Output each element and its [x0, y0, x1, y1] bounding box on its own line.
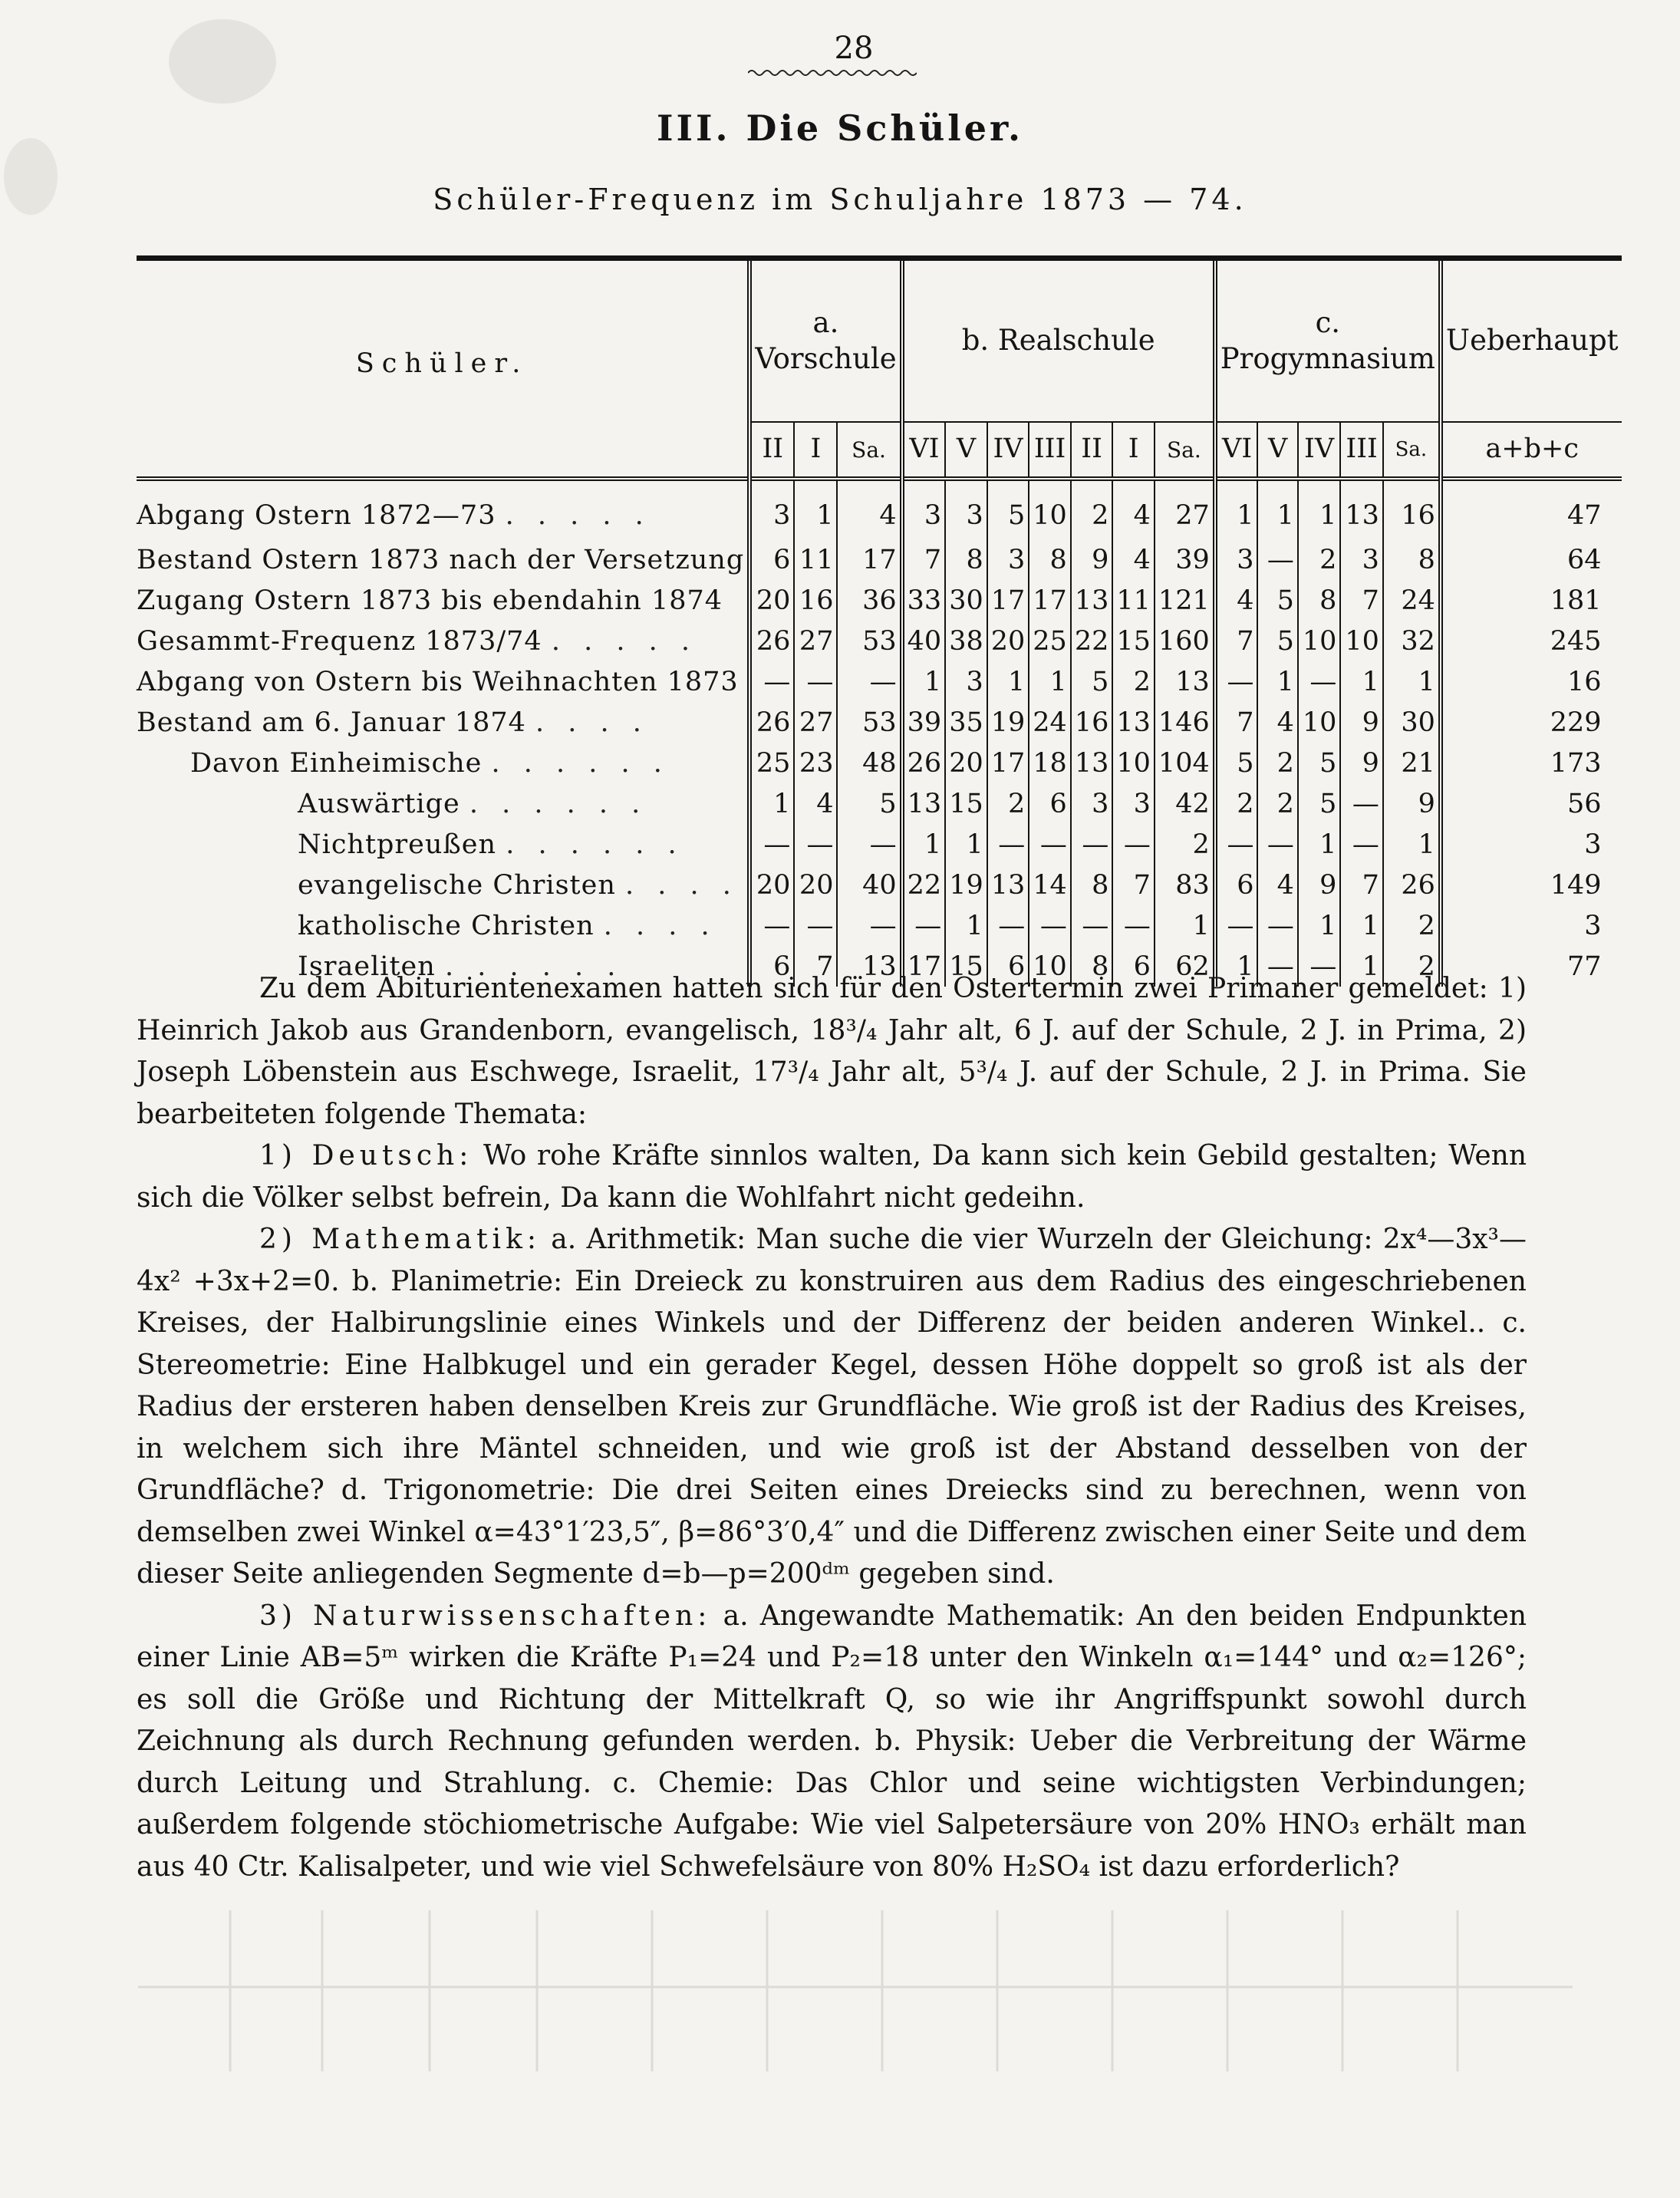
realschule-cell: 20	[945, 743, 987, 783]
realschule-cell: —	[902, 905, 946, 946]
row-leader-dots: . . . . .	[505, 500, 651, 531]
progymnasium-cell: 1	[1298, 905, 1341, 946]
row-label	[137, 580, 749, 621]
progymnasium-cell: —	[1340, 783, 1383, 824]
realschule-cell: 20	[987, 621, 1029, 661]
col-real-sa: Sa.	[1155, 422, 1215, 479]
realschule-cell: 1	[945, 905, 987, 946]
progymnasium-cell: 21	[1383, 743, 1441, 783]
row-leader-dots: . . . . . .	[469, 788, 648, 819]
deutsch-text: Wo rohe Kräfte sinnlos walten, Da kann sich kein Gebild gestalten; Wenn sich die Völker selbst befrein, Da kann die Wohlfahrt nicht gedeihn.	[137, 1140, 1527, 1214]
table-row	[137, 479, 1622, 539]
col-vor-I: I	[794, 422, 837, 479]
progymnasium-cell: 9	[1383, 783, 1441, 824]
progymnasium-cell: 8	[1383, 539, 1441, 580]
row-label-text: Israeliten	[298, 951, 436, 982]
progymnasium-cell: 5	[1257, 580, 1297, 621]
progymnasium-cell: —	[1257, 539, 1297, 580]
realschule-cell: 6	[1112, 946, 1155, 987]
realschule-cell: 8	[1071, 865, 1113, 905]
realschule-cell: 146	[1155, 702, 1215, 743]
vorschule-cell: 1	[749, 783, 794, 824]
row-label	[137, 743, 749, 783]
row-label-text: katholische Christen	[298, 910, 595, 941]
subject-naturwissenschaften: 3) Naturwissenschaften:	[259, 1600, 712, 1632]
row-leader-dots: . . . . .	[551, 625, 697, 657]
progymnasium-cell: 1	[1383, 661, 1441, 702]
progymnasium-cell: 4	[1215, 580, 1258, 621]
vorschule-cell: 26	[749, 702, 794, 743]
realschule-cell: —	[1071, 824, 1113, 865]
mathematik-text: a. Arithmetik: Man suche die vier Wurzeln der Gleichung: 2x⁴—3x³—4x² +3x+2=0. b. Planimetrie: Ein Dreieck zu konstruiren aus dem Radius des eingeschriebenen Kreises, der Halbirungslinie eines Winkels und der Differenz der beiden anderen Winkel.. c. Stereometrie: Eine Halbkugel und ein gerader Kegel, dessen Höhe doppelt so groß ist als der Radius der ersteren haben denselben Kreis zur Grundfläche. Wie groß ist der Radius des Kreises, in welchem sich ihre Mäntel schneiden, und wie groß ist der Abstand desselben von der Grundfläche? d. Trigonometrie: Die drei Seiten eines Dreiecks sind zu berechnen, wenn von demselben zwei Winkel α=43°1′23,5″, β=86°3′0,4″ und die Differenz zwischen einer Seite und dem dieser Seite anliegenden Segmente d=b—p=200ᵈᵐ gegeben sind.	[137, 1224, 1527, 1590]
progymnasium-cell: 2	[1383, 905, 1441, 946]
vorschule-cell: 53	[837, 621, 901, 661]
realschule-cell: 13	[1071, 743, 1113, 783]
realschule-cell: 2	[987, 783, 1029, 824]
vorschule-cell: —	[749, 905, 794, 946]
col-pro-VI: VI	[1215, 422, 1258, 479]
realschule-cell: 1	[902, 661, 946, 702]
table-row	[137, 783, 1622, 824]
progymnasium-cell: 8	[1298, 580, 1341, 621]
vorschule-cell: 1	[794, 479, 837, 539]
realschule-cell: —	[1029, 824, 1071, 865]
table-row	[137, 824, 1622, 865]
row-label	[137, 865, 749, 905]
col-vor-II: II	[749, 422, 794, 479]
vorschule-cell: —	[749, 824, 794, 865]
realschule-cell: —	[987, 824, 1029, 865]
realschule-cell: 5	[987, 479, 1029, 539]
realschule-cell: 2	[1112, 661, 1155, 702]
total-cell: 77	[1441, 946, 1622, 987]
realschule-cell: 13	[1071, 580, 1113, 621]
vorschule-cell: 25	[749, 743, 794, 783]
row-label-text: Bestand am 6. Januar 1874	[137, 707, 526, 738]
realschule-cell: 6	[1029, 783, 1071, 824]
vorschule-cell: —	[794, 905, 837, 946]
vorschule-cell: 40	[837, 865, 901, 905]
vorschule-cell: 23	[794, 743, 837, 783]
progymnasium-cell: 9	[1340, 743, 1383, 783]
total-cell: 3	[1441, 824, 1622, 865]
progymnasium-cell: 3	[1340, 539, 1383, 580]
vorschule-cell: 6	[749, 946, 794, 987]
col-real-III: III	[1029, 422, 1071, 479]
row-label-text: evangelische Christen	[298, 869, 616, 901]
row-label	[137, 621, 749, 661]
col-real-VI: VI	[902, 422, 946, 479]
col-pro-IV: IV	[1298, 422, 1341, 479]
realschule-cell: 22	[1071, 621, 1113, 661]
realschule-cell: 17	[902, 946, 946, 987]
table-title: Schüler-Frequenz im Schuljahre 1873 — 74.	[433, 183, 1247, 216]
progymnasium-cell: 4	[1257, 702, 1297, 743]
table-row	[137, 702, 1622, 743]
realschule-cell: 25	[1029, 621, 1071, 661]
row-leader-dots: . . . .	[535, 707, 649, 738]
paragraph-mathematik	[137, 1219, 1527, 1596]
total-cell: 149	[1441, 865, 1622, 905]
realschule-cell: 11	[1112, 580, 1155, 621]
progymnasium-cell: 7	[1215, 702, 1258, 743]
realschule-cell: 39	[1155, 539, 1215, 580]
col-total: a+b+c	[1441, 422, 1622, 479]
realschule-cell: 22	[902, 865, 946, 905]
realschule-cell: 8	[1071, 946, 1113, 987]
progymnasium-cell: 10	[1298, 702, 1341, 743]
realschule-cell: 33	[902, 580, 946, 621]
vorschule-cell: —	[749, 661, 794, 702]
progymnasium-cell: —	[1257, 905, 1297, 946]
naturwissenschaften-text: a. Angewandte Mathematik: An den beiden Endpunkten einer Linie AB=5ᵐ wirken die Kräfte P₁=24 und P₂=18 unter den Winkeln α₁=144° und α₂=126°; es soll die Größe und Richtung der Mittelkraft Q, so wie ihr Angriffspunkt sowohl durch Zeichnung als durch Rechnung gefunden werden. b. Physik: Ueber die Verbreitung der Wärme durch Leitung und Strahlung. c. Chemie: Das Chlor und seine wichtigsten Verbindungen; außerdem folgende stöchiometrische Aufgabe: Wie viel Salpetersäure von 20% HNO₃ erhält man aus 40 Ctr. Kalisalpeter, und wie viel Schwefelsäure von 80% H₂SO₄ ist dazu erforderlich?	[137, 1600, 1527, 1883]
vorschule-cell: —	[837, 905, 901, 946]
total-cell: 229	[1441, 702, 1622, 743]
progymnasium-cell: 5	[1257, 621, 1297, 661]
group-vorschule: a. Vorschule	[749, 259, 901, 423]
realschule-cell: 3	[1071, 783, 1113, 824]
progymnasium-cell: —	[1257, 946, 1297, 987]
progymnasium-cell: 6	[1215, 865, 1258, 905]
progymnasium-cell: 1	[1383, 824, 1441, 865]
paragraph-naturwissenschaften	[137, 1596, 1527, 1889]
row-label	[137, 661, 749, 702]
vorschule-cell: 20	[794, 865, 837, 905]
realschule-cell: 10	[1029, 946, 1071, 987]
vorschule-cell: 5	[837, 783, 901, 824]
vorschule-cell: 4	[837, 479, 901, 539]
vorschule-cell: 36	[837, 580, 901, 621]
realschule-cell: 2	[1155, 824, 1215, 865]
header-row-label: Schüler.	[355, 348, 529, 380]
progymnasium-cell: 2	[1383, 946, 1441, 987]
total-cell: 47	[1441, 479, 1622, 539]
realschule-cell: —	[1071, 905, 1113, 946]
progymnasium-cell: 1	[1298, 824, 1341, 865]
realschule-cell: 19	[987, 702, 1029, 743]
realschule-cell: 2	[1071, 479, 1113, 539]
vorschule-cell: —	[837, 824, 901, 865]
paragraph-deutsch	[137, 1135, 1527, 1219]
progymnasium-cell: 1	[1340, 905, 1383, 946]
progymnasium-cell: —	[1298, 946, 1341, 987]
realschule-cell: 17	[987, 580, 1029, 621]
row-label-text: Abgang von Ostern bis Weihnachten 1873	[137, 666, 739, 697]
progymnasium-cell: 1	[1215, 479, 1258, 539]
progymnasium-cell: 2	[1257, 783, 1297, 824]
col-pro-sa: Sa.	[1383, 422, 1441, 479]
realschule-cell: 7	[1112, 865, 1155, 905]
row-label	[137, 783, 749, 824]
progymnasium-cell: 2	[1215, 783, 1258, 824]
realschule-cell: —	[1029, 905, 1071, 946]
col-vor-sa: Sa.	[837, 422, 901, 479]
row-label-text: Bestand Ostern 1873 nach der Versetzung	[137, 544, 745, 575]
vorschule-cell: —	[794, 661, 837, 702]
progymnasium-cell: 2	[1257, 743, 1297, 783]
progymnasium-cell: 5	[1298, 783, 1341, 824]
realschule-cell: 15	[945, 783, 987, 824]
vorschule-cell: 53	[837, 702, 901, 743]
realschule-cell: 1	[987, 661, 1029, 702]
subject-mathematik: 2) Mathematik:	[259, 1224, 542, 1255]
col-real-IV: IV	[987, 422, 1029, 479]
progymnasium-cell: 10	[1340, 621, 1383, 661]
realschule-cell: 3	[945, 479, 987, 539]
row-label-text: Auswärtige	[298, 788, 460, 819]
progymnasium-cell: 9	[1340, 702, 1383, 743]
progymnasium-cell: 24	[1383, 580, 1441, 621]
table-row	[137, 621, 1622, 661]
progymnasium-cell: 5	[1298, 743, 1341, 783]
col-real-V: V	[945, 422, 987, 479]
progymnasium-cell: 7	[1340, 580, 1383, 621]
realschule-cell: —	[987, 905, 1029, 946]
paragraph-abitur: Zu dem Abiturientenexamen hatten sich für den Ostertermin zwei Primaner gemeldet: 1) Heinrich Jakob aus Grandenborn, evangelisch, 18³/₄ Jahr alt, 6 J. auf der Schule, 2 J. in Prima, 2) Joseph Löbenstein aus Eschwege, Israelit, 17³/₄ Jahr alt, 5³/₄ J. auf der Schule, 2 J. in Prima. Sie bearbeiteten folgende Themata:	[137, 973, 1527, 1130]
ornament-rule	[748, 68, 917, 78]
progymnasium-cell: —	[1298, 661, 1341, 702]
realschule-cell: 18	[1029, 743, 1071, 783]
realschule-cell: —	[1112, 824, 1155, 865]
realschule-cell: 13	[987, 865, 1029, 905]
realschule-cell: 5	[1071, 661, 1113, 702]
realschule-cell: 3	[945, 661, 987, 702]
progymnasium-cell: 2	[1298, 539, 1341, 580]
progymnasium-cell: —	[1340, 824, 1383, 865]
subject-deutsch: 1) Deutsch:	[259, 1140, 473, 1171]
realschule-cell: —	[1112, 905, 1155, 946]
group-ueberhaupt: Ueberhaupt	[1441, 259, 1622, 423]
progymnasium-cell: 32	[1383, 621, 1441, 661]
row-label	[137, 824, 749, 865]
progymnasium-cell: 1	[1215, 946, 1258, 987]
vorschule-cell: 6	[749, 539, 794, 580]
exam-text	[137, 968, 1527, 1888]
realschule-cell: 9	[1071, 539, 1113, 580]
total-cell: 173	[1441, 743, 1622, 783]
vorschule-cell: 20	[749, 865, 794, 905]
vorschule-cell: —	[794, 824, 837, 865]
realschule-cell: 7	[902, 539, 946, 580]
row-label-text: Abgang Ostern 1872—73	[137, 500, 496, 531]
row-label	[137, 539, 749, 580]
progymnasium-cell: —	[1257, 824, 1297, 865]
group-realschule: b. Realschule	[902, 259, 1215, 423]
realschule-cell: 8	[1029, 539, 1071, 580]
row-label	[137, 702, 749, 743]
table-row	[137, 743, 1622, 783]
vorschule-cell: 3	[749, 479, 794, 539]
realschule-cell: 121	[1155, 580, 1215, 621]
page-number: 28	[834, 31, 874, 66]
vorschule-cell: 11	[794, 539, 837, 580]
realschule-cell: 83	[1155, 865, 1215, 905]
realschule-cell: 15	[1112, 621, 1155, 661]
table-row	[137, 905, 1622, 946]
realschule-cell: 13	[1155, 661, 1215, 702]
realschule-cell: 1	[1029, 661, 1071, 702]
row-label-text: Nichtpreußen	[298, 829, 497, 860]
frequency-table	[137, 255, 1622, 987]
section-title: III. Die Schüler.	[656, 107, 1024, 149]
realschule-cell: 4	[1112, 539, 1155, 580]
realschule-cell: 17	[1029, 580, 1071, 621]
progymnasium-cell: 7	[1340, 865, 1383, 905]
realschule-cell: 3	[902, 479, 946, 539]
total-cell: 181	[1441, 580, 1622, 621]
realschule-cell: 16	[1071, 702, 1113, 743]
progymnasium-cell: 1	[1340, 946, 1383, 987]
vorschule-cell: 27	[794, 702, 837, 743]
total-cell: 64	[1441, 539, 1622, 580]
progymnasium-cell: 7	[1215, 621, 1258, 661]
realschule-cell: 3	[987, 539, 1029, 580]
realschule-cell: 15	[945, 946, 987, 987]
progymnasium-cell: —	[1215, 661, 1258, 702]
progymnasium-cell: 1	[1257, 479, 1297, 539]
realschule-cell: 1	[902, 824, 946, 865]
realschule-cell: 17	[987, 743, 1029, 783]
row-leader-dots: . . . . . .	[444, 951, 624, 982]
row-leader-dots: . . . . . .	[506, 829, 684, 860]
realschule-cell: 39	[902, 702, 946, 743]
row-label	[137, 479, 749, 539]
realschule-cell: 27	[1155, 479, 1215, 539]
progymnasium-cell: 1	[1298, 479, 1341, 539]
vorschule-cell: 26	[749, 621, 794, 661]
realschule-cell: 30	[945, 580, 987, 621]
realschule-cell: 26	[902, 743, 946, 783]
vorschule-cell: 17	[837, 539, 901, 580]
row-label-text: Davon Einheimische	[190, 747, 483, 779]
vorschule-cell: 13	[837, 946, 901, 987]
vorschule-cell: 20	[749, 580, 794, 621]
col-real-II: II	[1071, 422, 1113, 479]
total-cell: 245	[1441, 621, 1622, 661]
realschule-cell: 1	[1155, 905, 1215, 946]
realschule-cell: 160	[1155, 621, 1215, 661]
progymnasium-cell: 1	[1340, 661, 1383, 702]
progymnasium-cell: 5	[1215, 743, 1258, 783]
table-row	[137, 865, 1622, 905]
row-leader-dots: . . . . . .	[491, 747, 670, 779]
group-progymnasium: c. Progymnasium	[1215, 259, 1441, 423]
row-label	[137, 905, 749, 946]
progymnasium-cell: 9	[1298, 865, 1341, 905]
row-label-text: Gesammt-Frequenz 1873/74	[137, 625, 542, 657]
realschule-cell: 10	[1029, 479, 1071, 539]
table-row	[137, 539, 1622, 580]
total-cell: 3	[1441, 905, 1622, 946]
realschule-cell: 14	[1029, 865, 1071, 905]
progymnasium-cell: 4	[1257, 865, 1297, 905]
row-leader-dots: . . . .	[603, 910, 717, 941]
table-row	[137, 661, 1622, 702]
progymnasium-cell: 16	[1383, 479, 1441, 539]
vorschule-cell: 48	[837, 743, 901, 783]
progymnasium-cell: 1	[1257, 661, 1297, 702]
vorschule-cell: 4	[794, 783, 837, 824]
realschule-cell: 104	[1155, 743, 1215, 783]
header-spacer	[137, 422, 749, 479]
col-pro-III: III	[1340, 422, 1383, 479]
col-real-I: I	[1112, 422, 1155, 479]
realschule-cell: 38	[945, 621, 987, 661]
row-leader-dots: . . . .	[625, 869, 739, 901]
realschule-cell: 6	[987, 946, 1029, 987]
realschule-cell: 13	[902, 783, 946, 824]
realschule-cell: 3	[1112, 783, 1155, 824]
realschule-cell: 1	[945, 824, 987, 865]
progymnasium-cell: 3	[1215, 539, 1258, 580]
vorschule-cell: 7	[794, 946, 837, 987]
progymnasium-cell: —	[1215, 824, 1258, 865]
realschule-cell: 40	[902, 621, 946, 661]
realschule-cell: 35	[945, 702, 987, 743]
realschule-cell: 62	[1155, 946, 1215, 987]
table-row	[137, 580, 1622, 621]
progymnasium-cell: 13	[1340, 479, 1383, 539]
realschule-cell: 42	[1155, 783, 1215, 824]
progymnasium-cell: —	[1215, 905, 1258, 946]
realschule-cell: 13	[1112, 702, 1155, 743]
progymnasium-cell: 26	[1383, 865, 1441, 905]
realschule-cell: 10	[1112, 743, 1155, 783]
realschule-cell: 4	[1112, 479, 1155, 539]
realschule-cell: 24	[1029, 702, 1071, 743]
total-cell: 16	[1441, 661, 1622, 702]
vorschule-cell: 16	[794, 580, 837, 621]
table-body	[137, 479, 1622, 987]
col-pro-V: V	[1257, 422, 1297, 479]
progymnasium-cell: 30	[1383, 702, 1441, 743]
vorschule-cell: —	[837, 661, 901, 702]
realschule-cell: 8	[945, 539, 987, 580]
row-label-text: Zugang Ostern 1873 bis ebendahin 1874	[137, 585, 723, 616]
total-cell: 56	[1441, 783, 1622, 824]
progymnasium-cell: 10	[1298, 621, 1341, 661]
vorschule-cell: 27	[794, 621, 837, 661]
realschule-cell: 19	[945, 865, 987, 905]
